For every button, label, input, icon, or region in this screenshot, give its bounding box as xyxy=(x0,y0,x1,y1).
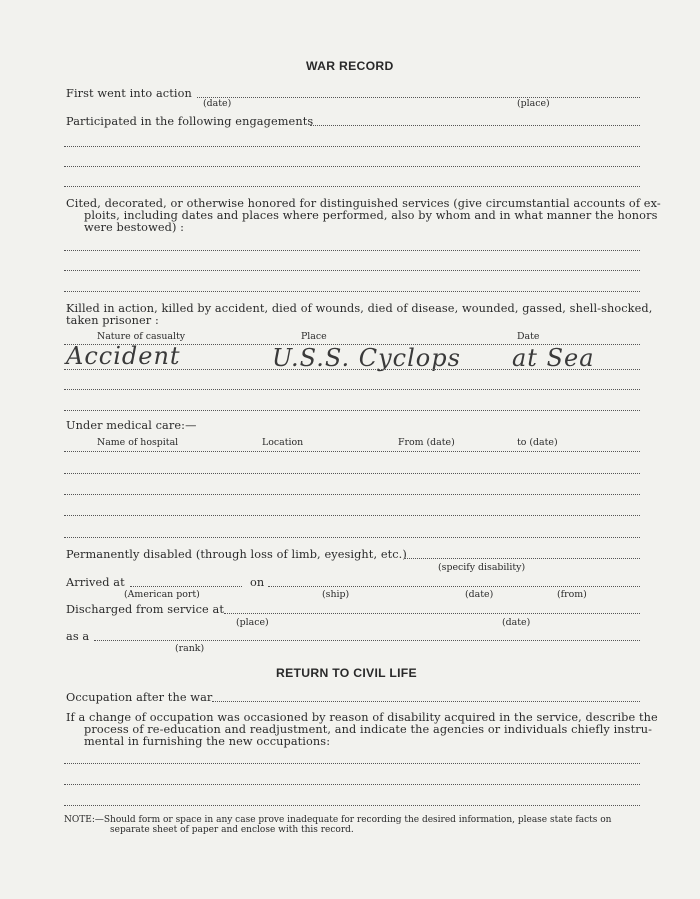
casualty-nature-handwritten: Accident xyxy=(66,342,181,370)
medical-location-header: Location xyxy=(262,437,304,448)
casualty-line-1[interactable] xyxy=(64,369,640,370)
engagements-label: Participated in the following engagements xyxy=(66,115,314,128)
casualty-text-line-1: Killed in action, killed by accident, died of wounds, died of disease, wounded, gassed, shell-shocked, xyxy=(66,302,653,315)
change-text-line-1: If a change of occupation was occasioned by reason of disability acquired in the service, describe the xyxy=(66,711,658,724)
casualty-date-handwritten: at Sea xyxy=(512,344,595,372)
change-line-2[interactable] xyxy=(64,784,640,785)
arrived-date-caption: (date) xyxy=(465,589,494,600)
discharged-date-caption: (date) xyxy=(502,617,531,628)
engagements-line-1[interactable] xyxy=(310,125,640,126)
casualty-place-handwritten: U.S.S. Cyclops xyxy=(272,344,461,372)
cited-line-1[interactable] xyxy=(64,250,640,251)
medical-line-4[interactable] xyxy=(64,537,640,538)
casualty-place-header: Place xyxy=(301,331,327,342)
medical-from-header: From (date) xyxy=(398,437,455,448)
casualty-line-3[interactable] xyxy=(64,410,640,411)
disabled-line[interactable] xyxy=(405,558,640,559)
medical-to-header: to (date) xyxy=(517,437,558,448)
cited-line-3[interactable] xyxy=(64,291,640,292)
arrived-label: Arrived at xyxy=(66,576,125,589)
discharged-label: Discharged from service at xyxy=(66,603,224,616)
rank-line[interactable] xyxy=(94,640,640,641)
disabled-label: Permanently disabled (through loss of limb, eyesight, etc.) xyxy=(66,548,407,561)
casualty-text-line-2: taken prisoner : xyxy=(66,314,159,327)
arrived-port-caption: (American port) xyxy=(124,589,200,600)
medical-line-1[interactable] xyxy=(64,473,640,474)
cited-text-line-1: Cited, decorated, or otherwise honored for distinguished services (give circumstantial accounts of ex- xyxy=(66,197,661,210)
first-action-place-caption: (place) xyxy=(517,98,550,109)
medical-header-line xyxy=(64,451,640,452)
arrived-ship-line[interactable] xyxy=(268,586,640,587)
engagements-line-2[interactable] xyxy=(64,146,640,147)
casualty-nature-header: Nature of casualty xyxy=(97,331,186,342)
change-line-1[interactable] xyxy=(64,763,640,764)
change-text-line-3: mental in furnishing the new occupations: xyxy=(84,735,331,748)
engagements-line-3[interactable] xyxy=(64,166,640,167)
cited-text-line-3: were bestowed) : xyxy=(84,221,185,234)
cited-line-2[interactable] xyxy=(64,270,640,271)
arrived-port-line[interactable] xyxy=(130,586,242,587)
occupation-label: Occupation after the war xyxy=(66,691,213,704)
medical-line-3[interactable] xyxy=(64,515,640,516)
arrived-from-caption: (from) xyxy=(557,589,587,600)
casualty-line-2[interactable] xyxy=(64,389,640,390)
change-text-line-2: process of re-education and readjustment, and indicate the agencies or individuals chiefly instru- xyxy=(84,723,653,736)
medical-hospital-header: Name of hospital xyxy=(97,437,179,448)
engagements-line-4[interactable] xyxy=(64,186,640,187)
war-record-title: WAR RECORD xyxy=(306,59,394,73)
note-line-2: separate sheet of paper and enclose with this record. xyxy=(110,825,354,835)
rank-caption: (rank) xyxy=(175,643,205,654)
as-a-label: as a xyxy=(66,630,90,643)
occupation-line[interactable] xyxy=(212,701,640,702)
first-action-line[interactable] xyxy=(197,97,640,98)
note-line-1: NOTE:—Should form or space in any case prove inadequate for recording the desired information, please state facts on xyxy=(64,815,612,825)
change-line-3[interactable] xyxy=(64,805,640,806)
civil-life-title: RETURN TO CIVIL LIFE xyxy=(276,666,417,680)
arrived-on-label: on xyxy=(250,576,265,589)
cited-text-line-2: ploits, including dates and places where performed, also by whom and in what manner the honors xyxy=(84,209,658,222)
discharged-place-caption: (place) xyxy=(236,617,269,628)
arrived-ship-caption: (ship) xyxy=(322,589,350,600)
discharged-line[interactable] xyxy=(224,613,640,614)
medical-line-2[interactable] xyxy=(64,494,640,495)
disability-caption: (specify disability) xyxy=(438,562,526,573)
first-action-date-caption: (date) xyxy=(203,98,232,109)
first-action-label: First went into action xyxy=(66,87,192,100)
medical-care-label: Under medical care:— xyxy=(66,419,197,432)
casualty-date-header: Date xyxy=(517,331,540,342)
